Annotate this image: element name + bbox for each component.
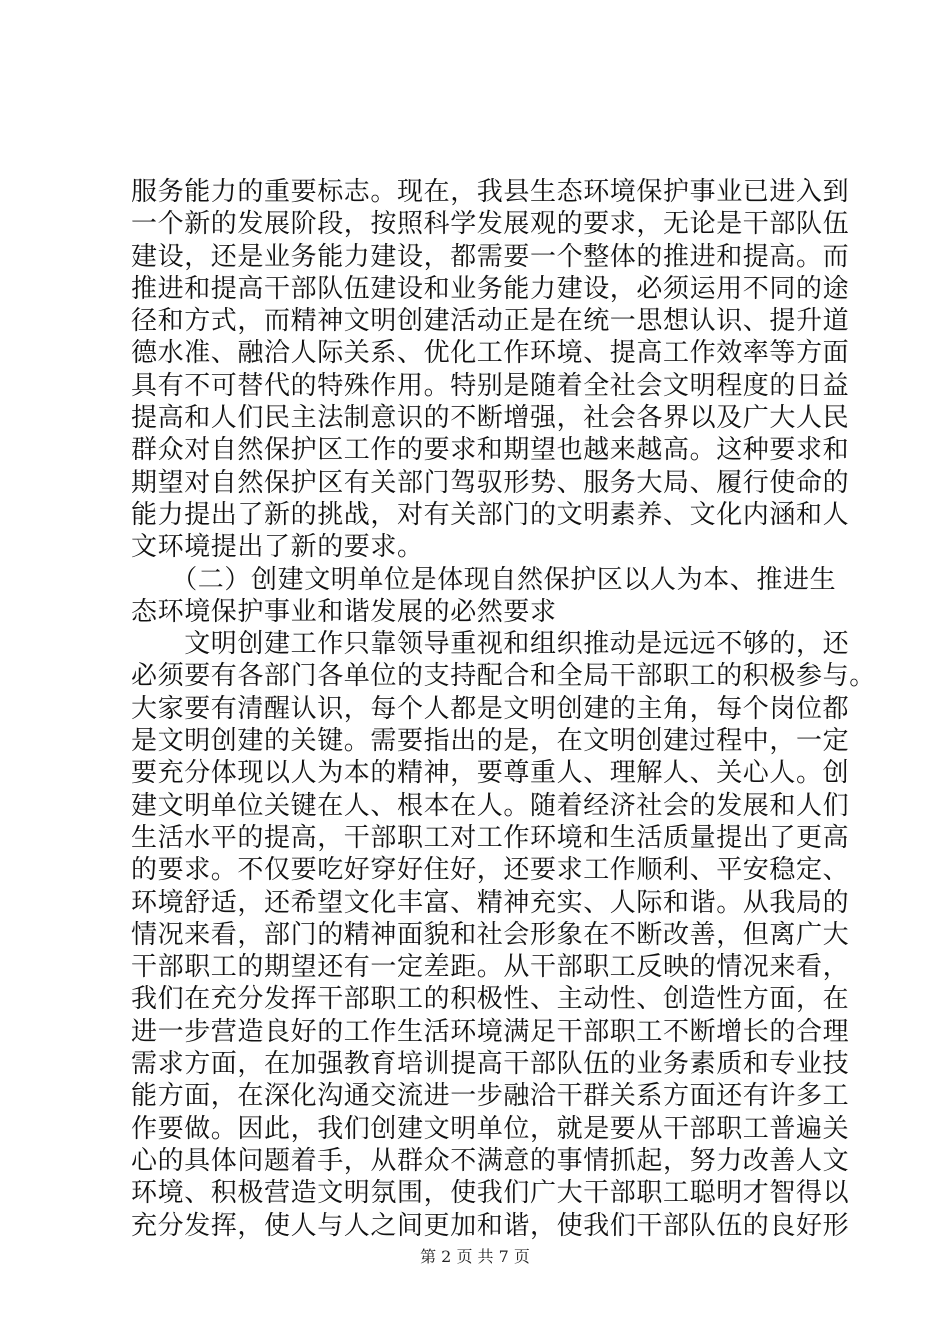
text-line: 具有不可替代的特殊作用。特别是随着全社会文明程度的日益 bbox=[131, 370, 850, 401]
text-line: 能力提出了新的挑战，对有关部门的文明素养、文化内涵和人 bbox=[131, 499, 850, 530]
section-heading-line: 态环境保护事业和谐发展的必然要求 bbox=[131, 596, 557, 627]
text-line: 情况来看，部门的精神面貌和社会形象在不断改善，但离广大 bbox=[131, 919, 850, 950]
text-line: 我们在充分发挥干部职工的积极性、主动性、创造性方面，在 bbox=[131, 984, 850, 1015]
text-line: 干部职工的期望还有一定差距。从干部职工反映的情况来看， bbox=[131, 952, 850, 983]
text-line: 建文明单位关键在人、根本在人。随着经济社会的发展和人们 bbox=[131, 790, 850, 821]
text-line: 需求方面，在加强教育培训提高干部队伍的业务素质和专业技 bbox=[131, 1049, 850, 1080]
text-line: 的要求。不仅要吃好穿好住好，还要求工作顺利、平安稳定、 bbox=[131, 855, 850, 886]
text-line: 建设，还是业务能力建设，都需要一个整体的推进和提高。而 bbox=[131, 241, 850, 272]
text-line: 心的具体问题着手，从群众不满意的事情抓起，努力改善人文 bbox=[131, 1145, 850, 1176]
text-line: 充分发挥，使人与人之间更加和谐，使我们干部队伍的良好形 bbox=[131, 1210, 850, 1241]
text-line: 大家要有清醒认识，每个人都是文明创建的主角，每个岗位都 bbox=[131, 693, 850, 724]
text-line: 文明创建工作只靠领导重视和组织推动是远远不够的，还 bbox=[131, 629, 850, 660]
text-line: 群众对自然保护区工作的要求和期望也越来越高。这种要求和 bbox=[131, 435, 850, 466]
text-line: 是文明创建的关键。需要指出的是，在文明创建过程中，一定 bbox=[131, 726, 850, 757]
text-line: 要充分体现以人为本的精神，要尊重人、理解人、关心人。创 bbox=[131, 758, 850, 789]
text-line: 径和方式，而精神文明创建活动正是在统一思想认识、提升道 bbox=[131, 306, 850, 337]
text-line: 能方面，在深化沟通交流进一步融洽干群关系方面还有许多工 bbox=[131, 1081, 850, 1112]
text-line: 一个新的发展阶段，按照科学发展观的要求，无论是干部队伍 bbox=[131, 209, 850, 240]
page-number-footer: 第 2 页 共 7 页 bbox=[420, 1247, 530, 1266]
text-line: 文环境提出了新的要求。 bbox=[131, 532, 424, 563]
text-line: 期望对自然保护区有关部门驾驭形势、服务大局、履行使命的 bbox=[131, 467, 850, 498]
body-text bbox=[131, 176, 876, 1242]
section-heading-line: （二）创建文明单位是体现自然保护区以人为本、推进生 bbox=[131, 564, 837, 595]
text-line: 服务能力的重要标志。现在，我县生态环境保护事业已进入到 bbox=[131, 177, 850, 207]
text-line: 环境、积极营造文明氛围，使我们广大干部职工聪明才智得以 bbox=[131, 1178, 850, 1209]
text-line: 进一步营造良好的工作生活环境满足干部职工不断增长的合理 bbox=[131, 1016, 850, 1047]
text-line: 作要做。因此，我们创建文明单位，就是要从干部职工普遍关 bbox=[131, 1113, 850, 1144]
text-line: 环境舒适，还希望文化丰富、精神充实、人际和谐。从我局的 bbox=[131, 887, 850, 918]
text-line: 德水准、融洽人际关系、优化工作环境、提高工作效率等方面 bbox=[131, 338, 850, 369]
text-line: 推进和提高干部队伍建设和业务能力建设，必须运用不同的途 bbox=[131, 273, 850, 304]
text-line: 必须要有各部门各单位的支持配合和全局干部职工的积极参与。 bbox=[131, 661, 876, 692]
text-line: 提高和人们民主法制意识的不断增强，社会各界以及广大人民 bbox=[131, 403, 850, 434]
text-line: 生活水平的提高，干部职工对工作环境和生活质量提出了更高 bbox=[131, 822, 850, 853]
